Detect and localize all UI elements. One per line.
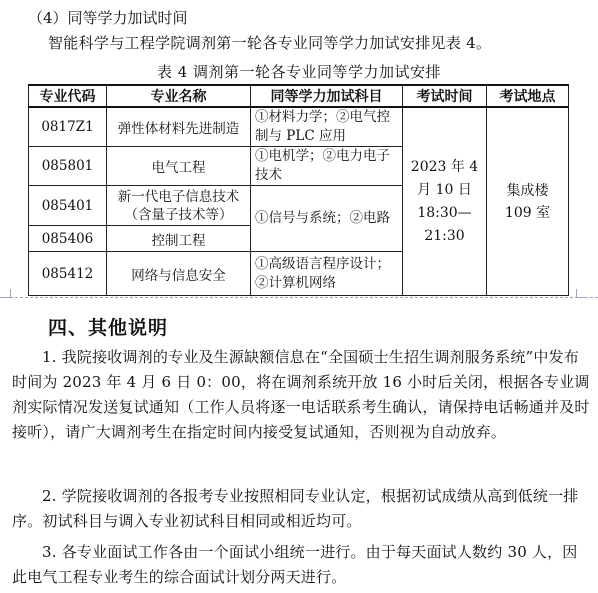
cell-code: 0817Z1 — [29, 107, 107, 147]
cell-code: 085401 — [29, 186, 107, 226]
header-place: 考试地点 — [487, 85, 569, 107]
subheading: （4）同等学力加试时间 — [28, 9, 188, 27]
cell-name: 弹性体材料先进制造 — [107, 107, 251, 147]
intro-text: 智能科学与工程学院调剂第一轮各专业同等学力加试安排见表 4。 — [48, 34, 492, 52]
cell-name: 控制工程 — [107, 226, 251, 252]
cell-code: 085801 — [29, 147, 107, 186]
header-subjects: 同等学力加试科目 — [251, 85, 403, 107]
exam-time-text: 2023 年 4 月 10 日 18:30—21:30 — [410, 158, 479, 244]
cell-code: 085406 — [29, 226, 107, 252]
schedule-table — [28, 84, 569, 296]
paragraph: 1. 我院接收调剂的专业及生源缺额信息在“全国硕士生招生调剂服务系统”中发布时间为 2023 年 4 月 6 日 0：00，将在调剂系统开放 16 小时后关闭，根据各专业调剂实际情况发送复试通知（工作人员将逐一电话联系考生确认，请保持电话畅通并及时接听），请广大调剂考生在指定时间内接受复试通知，否则视为自动放弃。 — [12, 348, 590, 441]
page-corner-mark — [576, 289, 587, 298]
cell-name: 电气工程 — [107, 147, 251, 186]
cell-name: 新一代电子信息技术（含量子技术等） — [107, 186, 251, 226]
header-name: 专业名称 — [107, 85, 251, 107]
paragraph: 2. 学院接收调剂的各报考专业按照相同专业认定，根据初试成绩从高到低统一排序。初试科目与调入专业初试科目相同或相近均可。 — [12, 487, 579, 530]
table-caption: 表 4 调剂第一轮各专业同等学力加试安排 — [156, 63, 442, 81]
cell-subjects: ①电机学；②电力电子技术 — [251, 147, 403, 186]
table-row — [29, 107, 569, 147]
cell-subjects: ①信号与系统；②电路 — [251, 186, 403, 252]
exam-place-text: 集成楼 109 室 — [504, 182, 551, 221]
cell-subjects: ①材料力学；②电气控制与 PLC 应用 — [251, 107, 403, 147]
cell-subjects: ①高级语言程序设计；②计算机网络 — [251, 252, 403, 296]
cell-exam-time — [403, 107, 487, 296]
paragraph: 3. 各专业面试工作各由一个面试小组统一进行。由于每天面试人数约 30 人，因此电气工程专业考生的综合面试计划分两天进行。 — [12, 543, 578, 586]
page-corner-mark — [0, 289, 11, 298]
table-header-row — [29, 85, 569, 107]
header-code: 专业代码 — [29, 85, 107, 107]
cell-code: 085412 — [29, 252, 107, 296]
page-break-line — [0, 297, 598, 298]
section-title: 四、其他说明 — [48, 317, 169, 339]
cell-exam-place — [487, 107, 569, 296]
cell-name: 网络与信息安全 — [107, 252, 251, 296]
header-time: 考试时间 — [403, 85, 487, 107]
